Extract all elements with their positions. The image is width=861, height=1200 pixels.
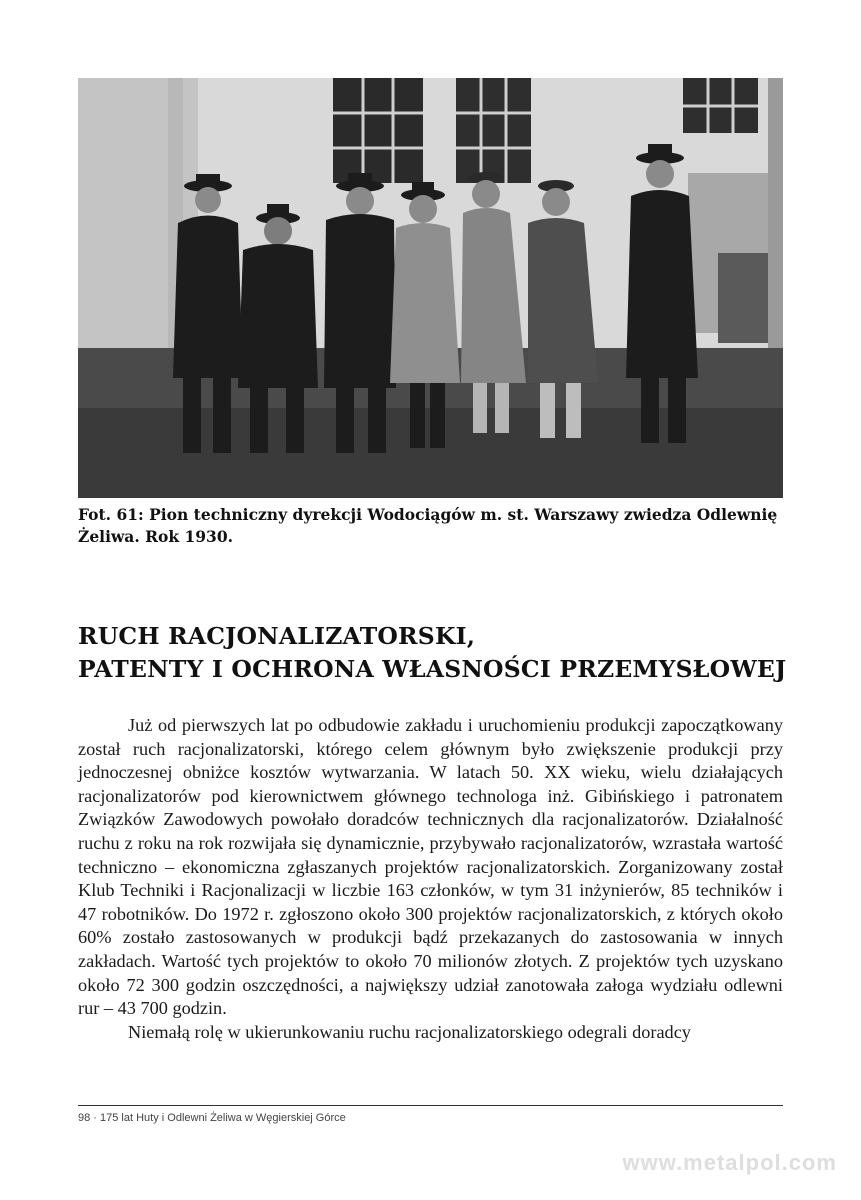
heading-line-2: PATENTY I OCHRONA WŁASNOŚCI PRZEMYSŁOWEJ <box>78 655 787 683</box>
section-heading <box>78 620 788 686</box>
heading-line-1: RUCH RACJONALIZATORSKI, <box>78 622 476 650</box>
watermark: www.metalpol.com <box>622 1150 837 1175</box>
paragraph: Już od pierwszych lat po odbudowie zakładu i uruchomieniu produkcji zapoczątkowany został ruch racjonalizatorski, którego celem głównym było zwiększenie produkcji przy jednoczesnej obniżce kosztów wytwarzania. W latach 50. XX wieku, wielu działających racjonalizatorów pod kierownictwem głównego technologa inż. Gibińskiego i patronatem Związków Zawodowych powołało doradców technicznych dla racjonalizatorów. Działalność ruchu z roku na rok rozwijała się dynamicznie, przybywało racjonalizatorów, wzrastała wartość techniczno – ekonomiczna zgłaszanych projektów racjonalizatorskich. Zorganizowany został Klub Techniki i Racjonalizacji w liczbie 163 członków, w tym 31 inżynierów, 85 techników i 47 robotników. Do 1972 r. zgłoszono około 300 projektów racjonalizatorskich, z których około 60% zostało zastosowanych w produkcji bądź przekazanych do zastosowania w innych zakładach. Wartość tych projektów to około 70 milionów złotych. Z projektów tych uzyskano około 72 300 godzin oszczędności, a największy udział zanotowała załoga wydziału odlewni rur – 43 700 godzin. <box>78 715 783 1019</box>
footer-rule <box>78 1105 783 1106</box>
group-of-men-photo <box>78 78 783 498</box>
photo-caption: Fot. 61: Pion techniczny dyrekcji Wodociągów m. st. Warszawy zwiedza Odlewnię Żeliwa. Rok 1930. <box>78 505 778 546</box>
historical-photo <box>78 78 783 498</box>
page-footer: 98 · 175 lat Huty i Odlewni Żeliwa w Węgierskiej Górce <box>78 1112 346 1124</box>
article-body <box>78 714 783 1044</box>
paragraph: Niemałą rolę w ukierunkowaniu ruchu racjonalizatorskiego odegrali doradcy <box>128 1021 691 1042</box>
